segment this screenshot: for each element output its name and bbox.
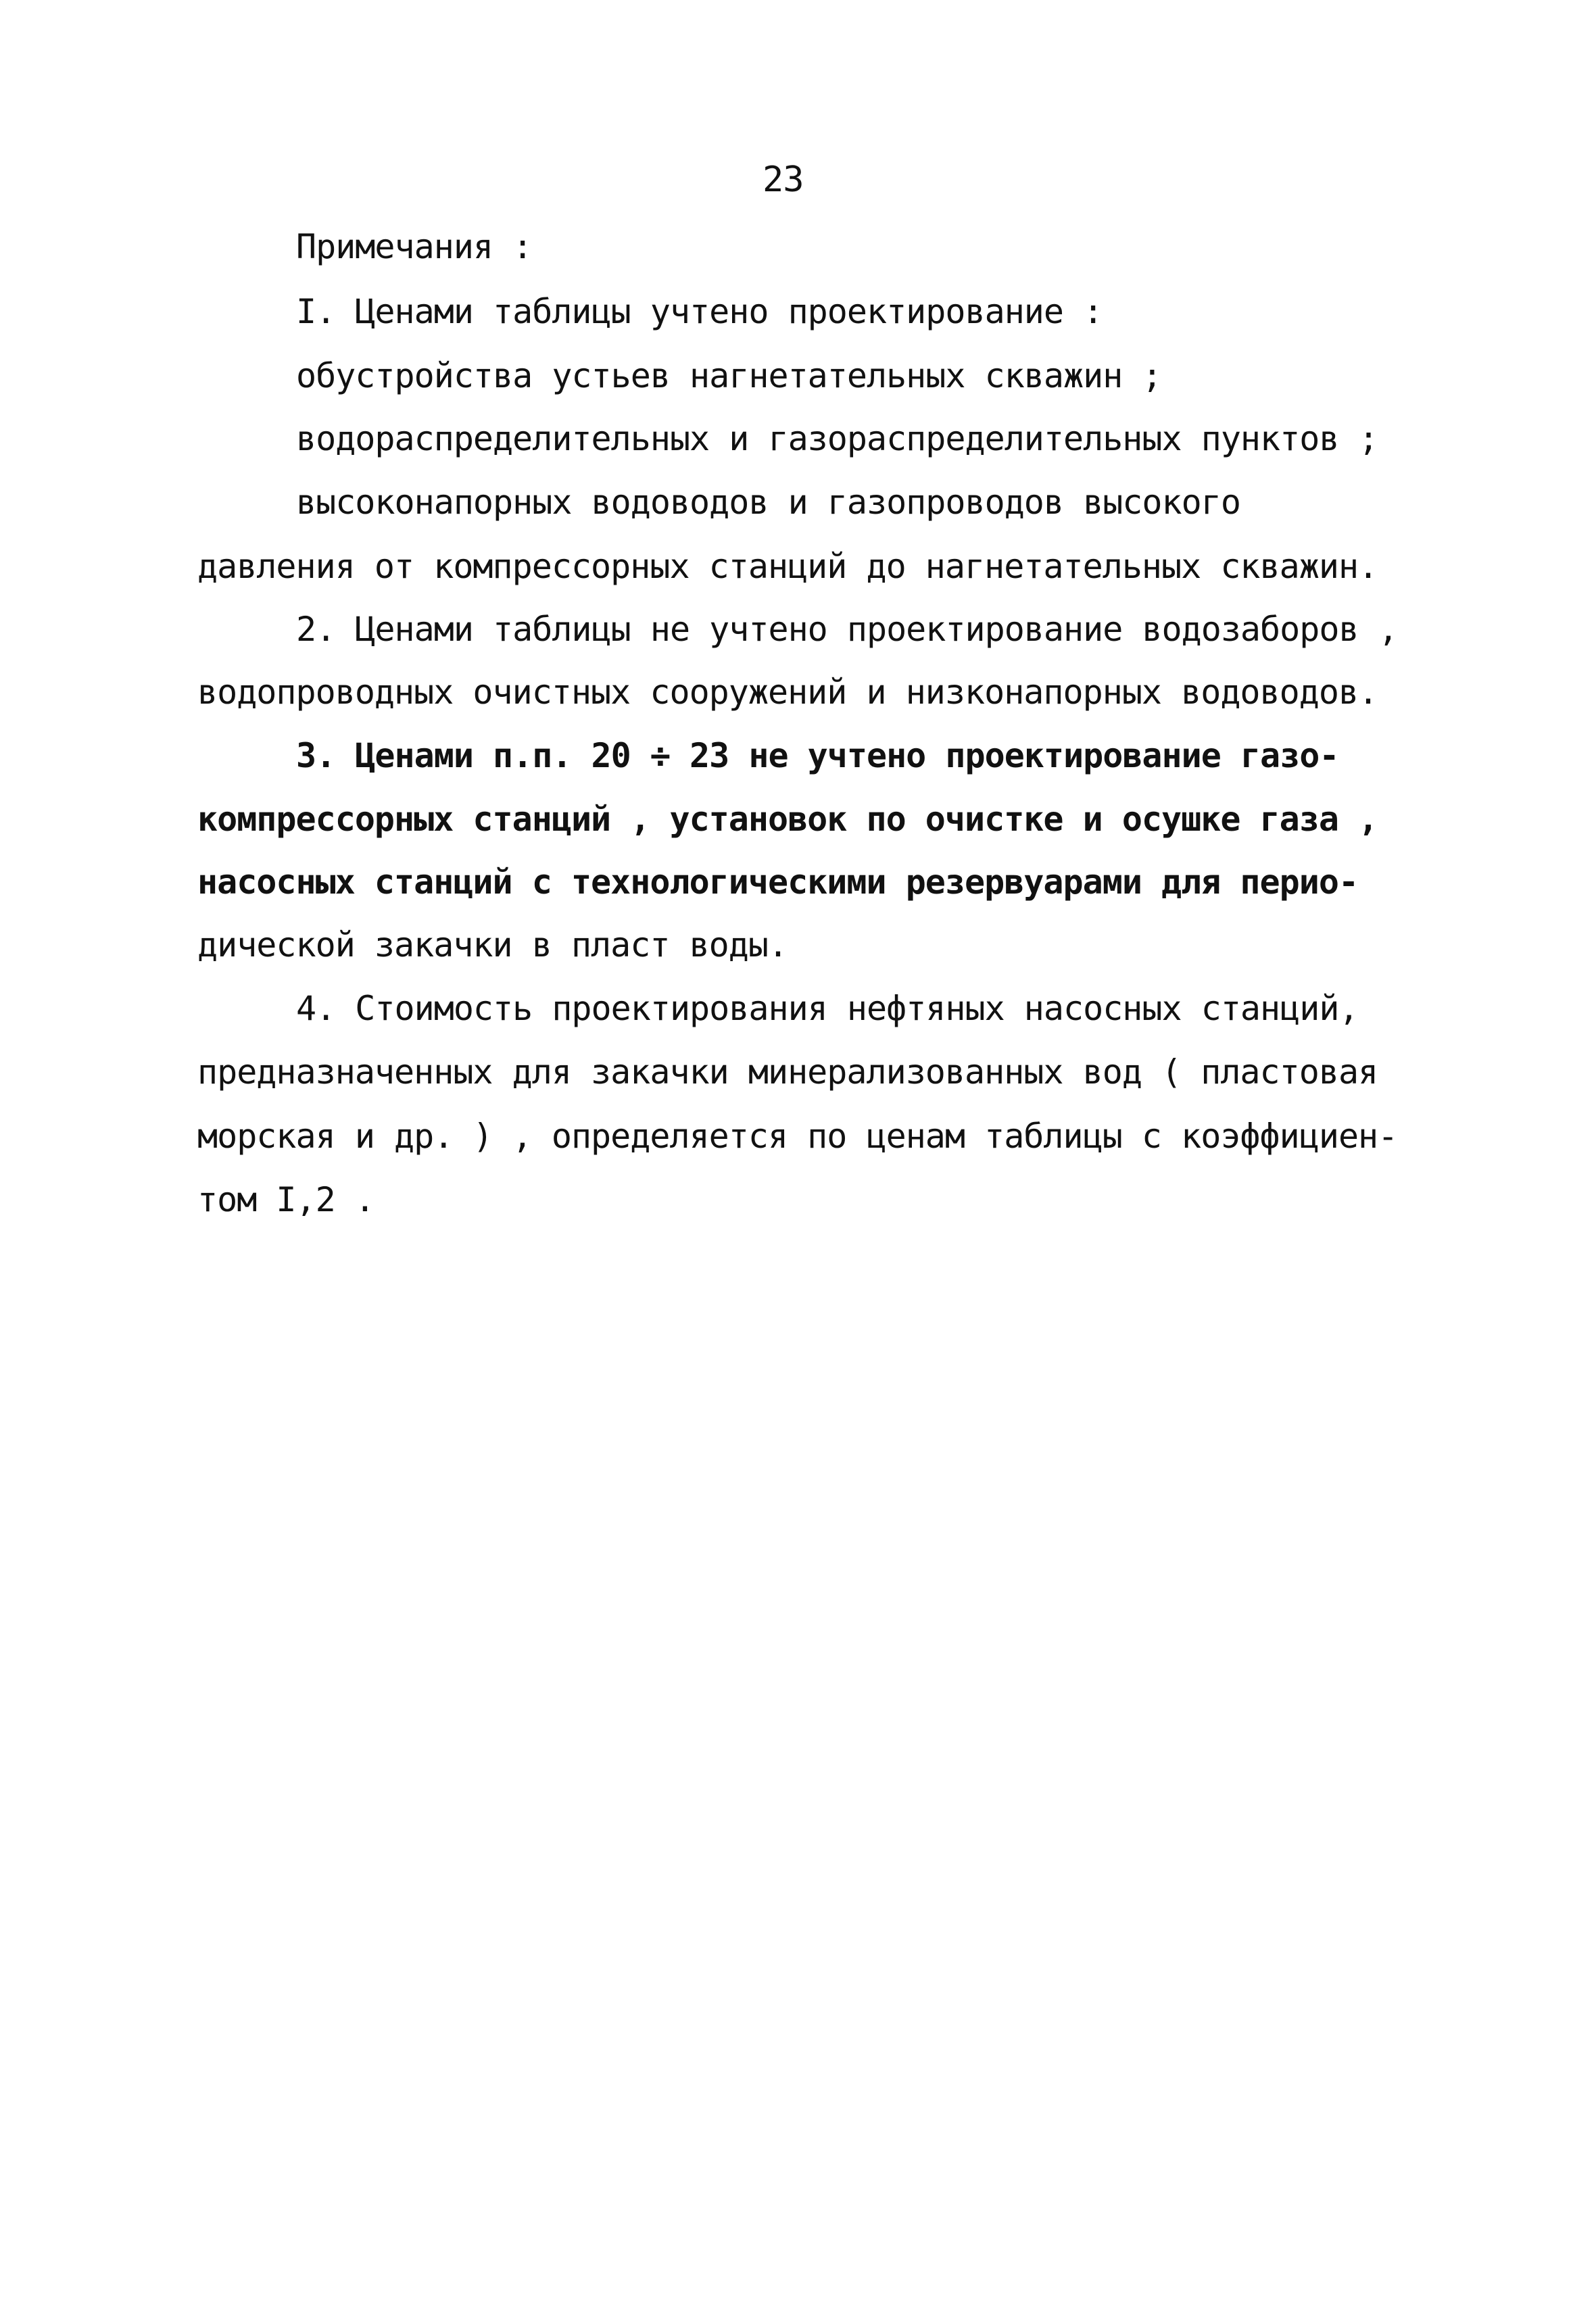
note-1-line-4: высоконапорных водоводов и газопроводов высокого — [296, 483, 1240, 522]
note-3-line-4: дической закачки в пласт воды. — [197, 925, 788, 965]
note-1-line-1: I. Ценами таблицы учтено проектирование : — [296, 292, 1103, 331]
note-3-line-3: насосных станций с технологическими резервуарами для перио- — [197, 862, 1359, 902]
note-2-line-1: 2. Ценами таблицы не учтено проектирование водозаборов , — [296, 610, 1398, 649]
note-3-line-1: 3. Ценами п.п. 20 ÷ 23 не учтено проектирование газо- — [296, 736, 1339, 775]
notes-heading: Примечания : — [296, 227, 533, 266]
note-2-line-2: водопроводных очистных сооружений и низконапорных водоводов. — [197, 673, 1378, 712]
note-4-line-2: предназначенных для закачки минерализованных вод ( пластовая — [197, 1052, 1378, 1092]
note-4-line-3: морская и др. ) , определяется по ценам таблицы с коэффициен- — [197, 1117, 1398, 1156]
note-4-line-1: 4. Стоимость проектирования нефтяных насосных станций, — [296, 989, 1359, 1028]
note-1-line-5: давления от компрессорных станций до нагнетательных скважин. — [197, 547, 1378, 586]
note-4-line-4: том I,2 . — [197, 1180, 374, 1219]
page-number: 23 — [763, 160, 804, 200]
note-1-line-3: водораспределительных и газораспределительных пунктов ; — [296, 419, 1378, 458]
note-3-line-2: компрессорных станций , установок по очистке и осушке газа , — [197, 800, 1378, 839]
note-1-line-2: обустройства устьев нагнетательных скважин ; — [296, 356, 1162, 395]
